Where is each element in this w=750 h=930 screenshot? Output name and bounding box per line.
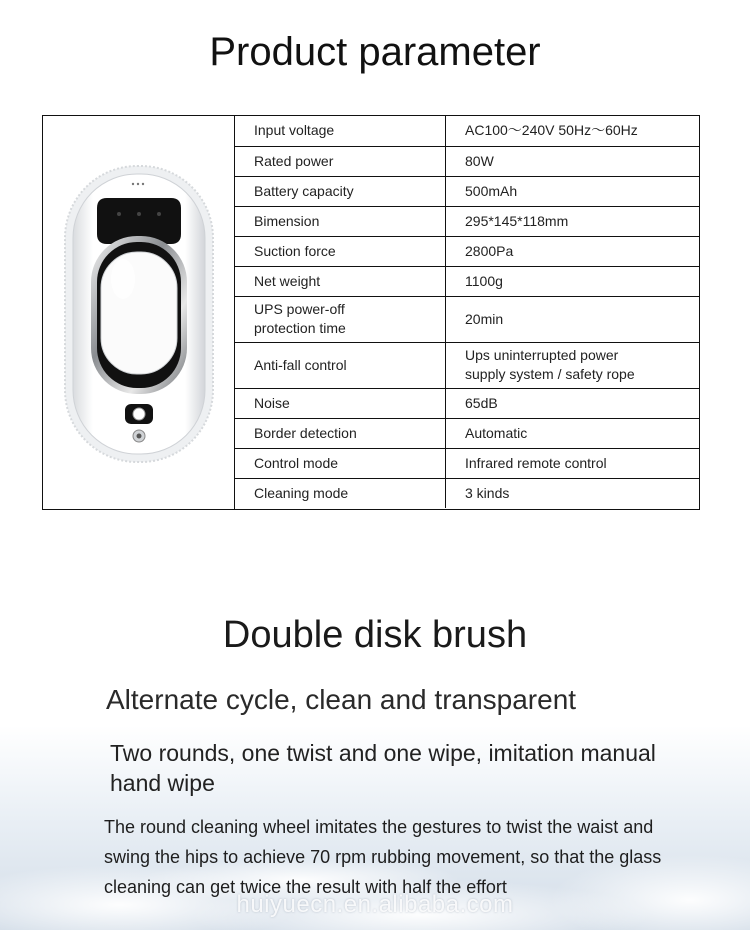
- window-cleaning-robot-image: [63, 164, 215, 464]
- spec-row: [235, 146, 699, 176]
- spec-table: [235, 116, 699, 508]
- spec-value: Ups uninterrupted power supply system / safety rope: [446, 342, 700, 388]
- spec-row: [235, 478, 699, 508]
- section-title-product-parameter: Product parameter: [209, 30, 541, 74]
- spec-key: Suction force: [235, 236, 446, 266]
- spec-key: Noise: [235, 388, 446, 418]
- spec-row: [235, 116, 699, 146]
- spec-key: Rated power: [235, 146, 446, 176]
- spec-row: [235, 448, 699, 478]
- spec-row: [235, 388, 699, 418]
- spec-key: Cleaning mode: [235, 478, 446, 508]
- spec-key: Bimension: [235, 206, 446, 236]
- product-image-cell: [43, 116, 235, 509]
- spec-value: 65dB: [446, 388, 700, 418]
- spec-row: [235, 266, 699, 296]
- spec-key: Net weight: [235, 266, 446, 296]
- spec-row: [235, 296, 699, 342]
- spec-row: [235, 176, 699, 206]
- spec-row: [235, 206, 699, 236]
- spec-key: Input voltage: [235, 116, 446, 146]
- spec-key: Control mode: [235, 448, 446, 478]
- spec-key: UPS power-off protection time: [235, 296, 446, 342]
- feature-subtitle: Alternate cycle, clean and transparent: [106, 684, 577, 715]
- spec-value: 20min: [446, 296, 700, 342]
- spec-value: 1100g: [446, 266, 700, 296]
- spec-value: 80W: [446, 146, 700, 176]
- spec-table-frame: [42, 115, 700, 510]
- spec-key: Border detection: [235, 418, 446, 448]
- spec-value: 500mAh: [446, 176, 700, 206]
- spec-value: AC100～240V 50Hz～60Hz: [446, 116, 700, 146]
- spec-row: [235, 418, 699, 448]
- spec-key: Anti-fall control: [235, 342, 446, 388]
- spec-value: 2800Pa: [446, 236, 700, 266]
- spec-value: 295*145*118mm: [446, 206, 700, 236]
- watermark: huiyuecn.en.alibaba.com: [236, 891, 514, 918]
- spec-value: 3 kinds: [465, 484, 510, 501]
- feature-subline: Two rounds, one twist and one wipe, imitation manual hand wipe: [110, 740, 656, 796]
- spec-row: [235, 236, 699, 266]
- spec-value: Infrared remote control: [446, 448, 700, 478]
- spec-row: [235, 342, 699, 388]
- section-title-double-disk-brush: Double disk brush: [222, 614, 528, 656]
- feature-description: The round cleaning wheel imitates the gestures to twist the waist and swing the hips to achieve 70 rpm rubbing movement, so that the glass cleaning can get twice the result with half the effort: [104, 817, 662, 897]
- spec-key: Battery capacity: [235, 176, 446, 206]
- spec-value: Automatic: [446, 418, 700, 448]
